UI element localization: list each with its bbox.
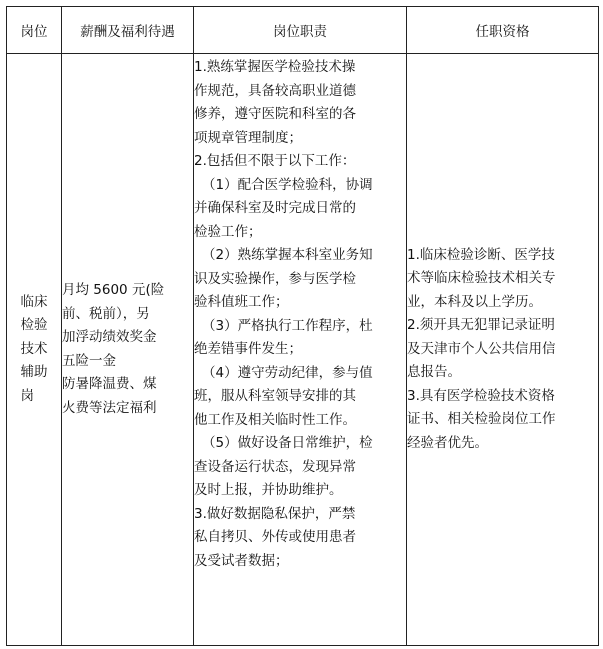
header-position: 岗位 [7,7,62,54]
duty-line: （1）配合医学检验科，协调 [202,176,373,193]
duty-line: 2.包括但不限于以下工作： [194,153,356,169]
job-table [6,6,599,646]
duty-line: 班，服从科室领导安排的其 [194,388,356,404]
position-line: 辅助 [20,364,48,381]
duty-line: 识及实验操作，参与医学检 [194,270,356,287]
duty-line: 3.做好数据隐私保护，严禁 [194,505,356,522]
duty-line: 作规范，具备较高职业道德 [194,82,356,99]
duty-line: 私自拷贝、外传或使用患者 [194,529,356,545]
requirement-line: 术等临床检验技术相关专 [407,270,556,287]
duty-line: （3）严格执行工作程序，杜 [202,317,373,334]
header-duties: 岗位职责 [194,7,407,54]
requirement-line: 3.具有医学检验技术资格 [407,387,555,404]
salary-line: 前、税前），另 [62,305,150,322]
position-line: 检验 [20,317,48,334]
duty-line: 检验工作； [194,223,262,240]
position-name [21,291,48,409]
duty-line: 绝差错事件发生； [194,341,302,357]
header-row [7,7,599,54]
duty-line: 修养，遵守医院和科室的各 [194,106,356,122]
header-requirements: 任职资格 [407,7,599,54]
requirement-line: 及天津市个人公共信用信 [407,340,556,357]
requirements-text [407,244,598,456]
duty-line: 查设备运行状态，发现异常 [194,458,356,475]
duty-line: 及受试者数据； [194,552,289,569]
position-line: 临床 [20,293,48,310]
requirement-line: 1.临床检验诊断、医学技 [407,246,555,263]
duty-line: （4）遵守劳动纪律，参与值 [202,364,373,381]
duty-line: 项规章管理制度； [194,129,302,146]
duty-line: 及时上报，并协助维护。 [194,482,343,498]
duties-cell [194,54,407,646]
position-line: 岗 [20,387,34,404]
requirement-line: 证书、相关检验岗位工作 [407,411,556,428]
position-cell [7,54,62,646]
salary-cell [62,54,194,646]
requirement-line: 2.须开具无犯罪记录证明 [407,317,555,334]
salary-line: 防暑降温费、煤 [62,376,157,392]
requirement-line: 经验者优先。 [407,434,488,451]
duty-line: （5）做好设备日常维护，检 [202,435,373,451]
requirements-cell [407,54,599,646]
salary-line: 加浮动绩效奖金 [62,329,157,345]
duty-line: （2）熟练掌握本科室业务知 [202,247,373,263]
requirement-line: 息报告。 [407,364,461,381]
salary-line: 五险一金 [62,352,116,369]
duty-line: 并确保科室及时完成日常的 [194,200,356,216]
salary-line: 月均 5600 元(险 [62,282,165,298]
duty-line: 1.熟练掌握医学检验技术操 [194,59,356,75]
salary-text [62,279,193,420]
header-salary: 薪酬及福利待遇 [62,7,194,54]
position-line: 技术 [20,340,48,357]
duties-text [194,54,406,573]
requirement-line: 业，本科及以上学历。 [407,293,542,310]
duty-line: 验科值班工作； [194,294,289,310]
table-row [7,54,599,646]
duty-line: 他工作及相关临时性工作。 [194,411,356,428]
salary-line: 火费等法定福利 [62,399,157,416]
